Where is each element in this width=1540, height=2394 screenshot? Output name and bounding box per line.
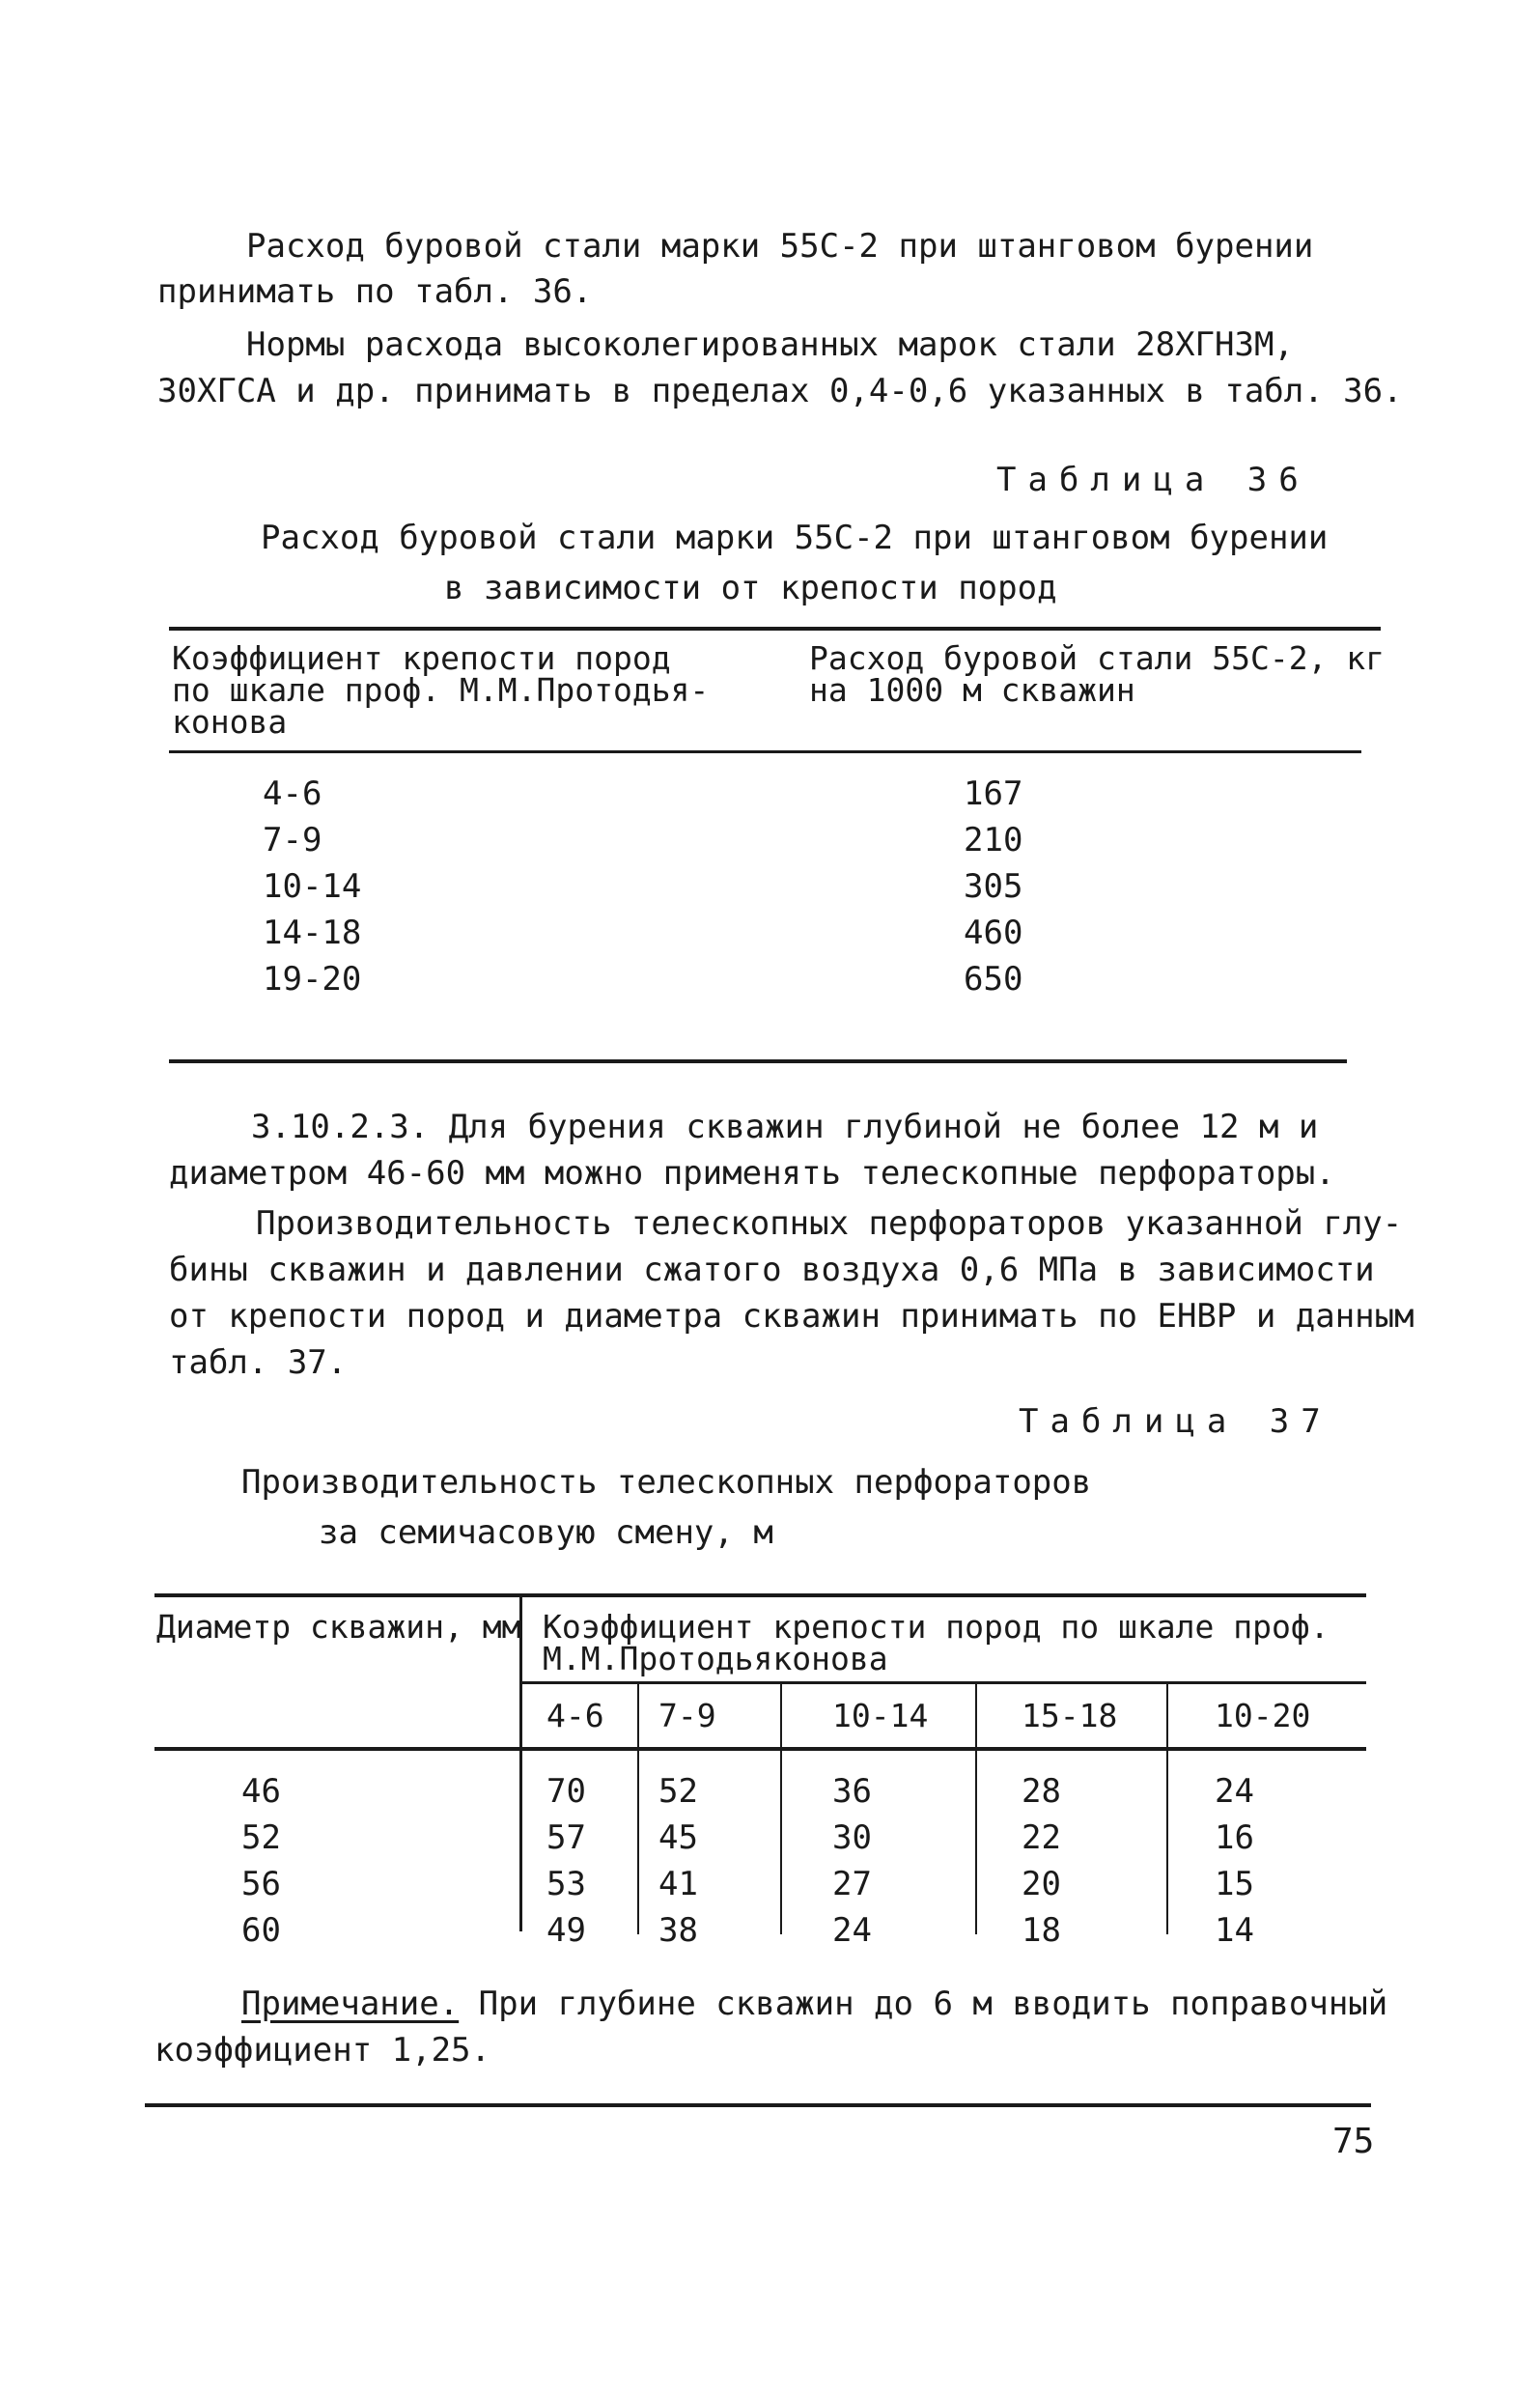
table37-value-cell: 70 — [546, 1772, 586, 1811]
table37-value-cell: 52 — [658, 1772, 698, 1811]
table37-value-cell: 30 — [832, 1818, 872, 1857]
table36-bottom-rule — [169, 1059, 1347, 1063]
note-line1 — [241, 1985, 1388, 2023]
section-p1-line1: 3.10.2.3. Для бурения скважин глубиной не более 12 м и — [251, 1108, 1319, 1146]
table37-sub-divider — [637, 1684, 639, 1747]
table37-value-cell: 16 — [1215, 1818, 1254, 1857]
table37-group-rule — [522, 1681, 1366, 1684]
table36-range-cell: 14-18 — [263, 914, 362, 952]
table37-body-divider — [637, 1751, 639, 1934]
table36-header-rule — [169, 750, 1361, 753]
table37-subheader: 7-9 — [658, 1697, 716, 1734]
table37-value-cell: 18 — [1022, 1911, 1061, 1950]
table37-body-divider — [1166, 1751, 1168, 1934]
page-number: 75 — [1332, 2122, 1375, 2161]
table36-top-rule — [169, 627, 1381, 631]
table37-subheader: 15-18 — [1022, 1697, 1118, 1734]
table37-value-cell: 38 — [658, 1911, 698, 1950]
table37-value-cell: 14 — [1215, 1911, 1254, 1950]
table36-col2-header — [809, 639, 1386, 709]
table37-group-header-line2: М.М.Протодьяконова — [543, 1640, 888, 1677]
table37-title-line2: за семичасовую смену, м — [319, 1513, 773, 1552]
table37-value-cell: 41 — [658, 1865, 698, 1903]
table37-value-cell: 27 — [832, 1865, 872, 1903]
table37-subheader: 10-14 — [832, 1697, 929, 1734]
section-p2-line3: от крепости пород и диаметра скважин принимать по ЕНВР и данным — [169, 1297, 1414, 1336]
table36-title-line1: Расход буровой стали марки 55С-2 при штанговом бурении — [261, 519, 1329, 557]
section-p2-line4: табл. 37. — [169, 1343, 348, 1382]
table37-diameter-cell: 60 — [241, 1911, 281, 1950]
table37-body-divider — [975, 1751, 977, 1934]
table36-value-cell: 210 — [964, 821, 1023, 859]
table37-header-rule — [154, 1747, 1366, 1751]
table37-col1-header: Диаметр скважин, мм — [156, 1608, 521, 1646]
table37-label: Таблица 37 — [1019, 1402, 1332, 1441]
table36-value-cell: 650 — [964, 960, 1023, 999]
table37-value-cell: 45 — [658, 1818, 698, 1857]
table36-col1-header — [172, 639, 710, 741]
table36-col2-header-line2: на 1000 м скважин — [809, 671, 1135, 709]
note-label: Примечание. — [241, 1985, 460, 2023]
table37-sub-divider — [1166, 1684, 1168, 1747]
table36-range-cell: 19-20 — [263, 960, 362, 999]
table37-diameter-cell: 46 — [241, 1772, 281, 1811]
table36-value-cell: 167 — [964, 775, 1023, 813]
table37-top-rule — [154, 1593, 1366, 1597]
intro-p1-line2: принимать по табл. 36. — [157, 272, 593, 311]
note-text-line1: При глубине скважин до 6 м вводить поправочный — [459, 1985, 1388, 2023]
table37-value-cell: 57 — [546, 1818, 586, 1857]
table37-group-header — [543, 1608, 1330, 1677]
table37-value-cell: 15 — [1215, 1865, 1254, 1903]
table37-diameter-cell: 56 — [241, 1865, 281, 1903]
table37-value-cell: 24 — [1215, 1772, 1254, 1811]
table37-value-cell: 53 — [546, 1865, 586, 1903]
table37-subheader: 4-6 — [546, 1697, 604, 1734]
table37-value-cell: 22 — [1022, 1818, 1061, 1857]
table37-value-cell: 28 — [1022, 1772, 1061, 1811]
table36-col1-header-line1: Коэффициент крепости пород — [172, 639, 671, 677]
table37-value-cell: 24 — [832, 1911, 872, 1950]
section-p1-line2: диаметром 46-60 мм можно применять телескопные перфораторы. — [169, 1154, 1335, 1193]
table37-value-cell: 36 — [832, 1772, 872, 1811]
section-p2-line1: Производительность телескопных перфораторов указанной глу- — [256, 1204, 1403, 1243]
table36-value-cell: 305 — [964, 867, 1023, 906]
table36-value-cell: 460 — [964, 914, 1023, 952]
table37-value-cell: 20 — [1022, 1865, 1061, 1903]
table37-group-header-line1: Коэффициент крепости пород по шкале проф. — [543, 1608, 1330, 1646]
table36-col1-header-line2: по шкале проф. М.М.Протодья- — [172, 671, 710, 709]
intro-p2-line1: Нормы расхода высоколегированных марок стали 28ХГН3М, — [246, 325, 1294, 364]
table36-range-cell: 10-14 — [263, 867, 362, 906]
table36-range-cell: 7-9 — [263, 821, 322, 859]
table36-label: Таблица 36 — [996, 461, 1310, 499]
table37-body-divider — [780, 1751, 782, 1934]
table37-title-line1: Производительность телескопных перфораторов — [241, 1463, 1092, 1502]
table37-sub-divider — [975, 1684, 977, 1747]
table36-range-cell: 4-6 — [263, 775, 322, 813]
section-p2-line2: бины скважин и давлении сжатого воздуха 0,6 МПа в зависимости — [169, 1251, 1375, 1289]
note-line2: коэффициент 1,25. — [154, 2031, 490, 2070]
table37-sub-divider — [780, 1684, 782, 1747]
intro-p1-line1: Расход буровой стали марки 55С-2 при штанговом бурении — [246, 227, 1314, 266]
table37-value-cell: 49 — [546, 1911, 586, 1950]
table37-subheader: 10-20 — [1215, 1697, 1311, 1734]
table36-col1-header-line3: конова — [172, 703, 288, 741]
page-bottom-rule — [145, 2103, 1371, 2107]
table36-title-line2: в зависимости от крепости пород — [444, 569, 1057, 607]
table37-diameter-cell: 52 — [241, 1818, 281, 1857]
table36-col2-header-line1: Расход буровой стали 55С-2, кг — [809, 639, 1386, 677]
intro-p2-line2: 30ХГСА и др. принимать в пределах 0,4-0,6 указанных в табл. 36. — [157, 372, 1403, 410]
